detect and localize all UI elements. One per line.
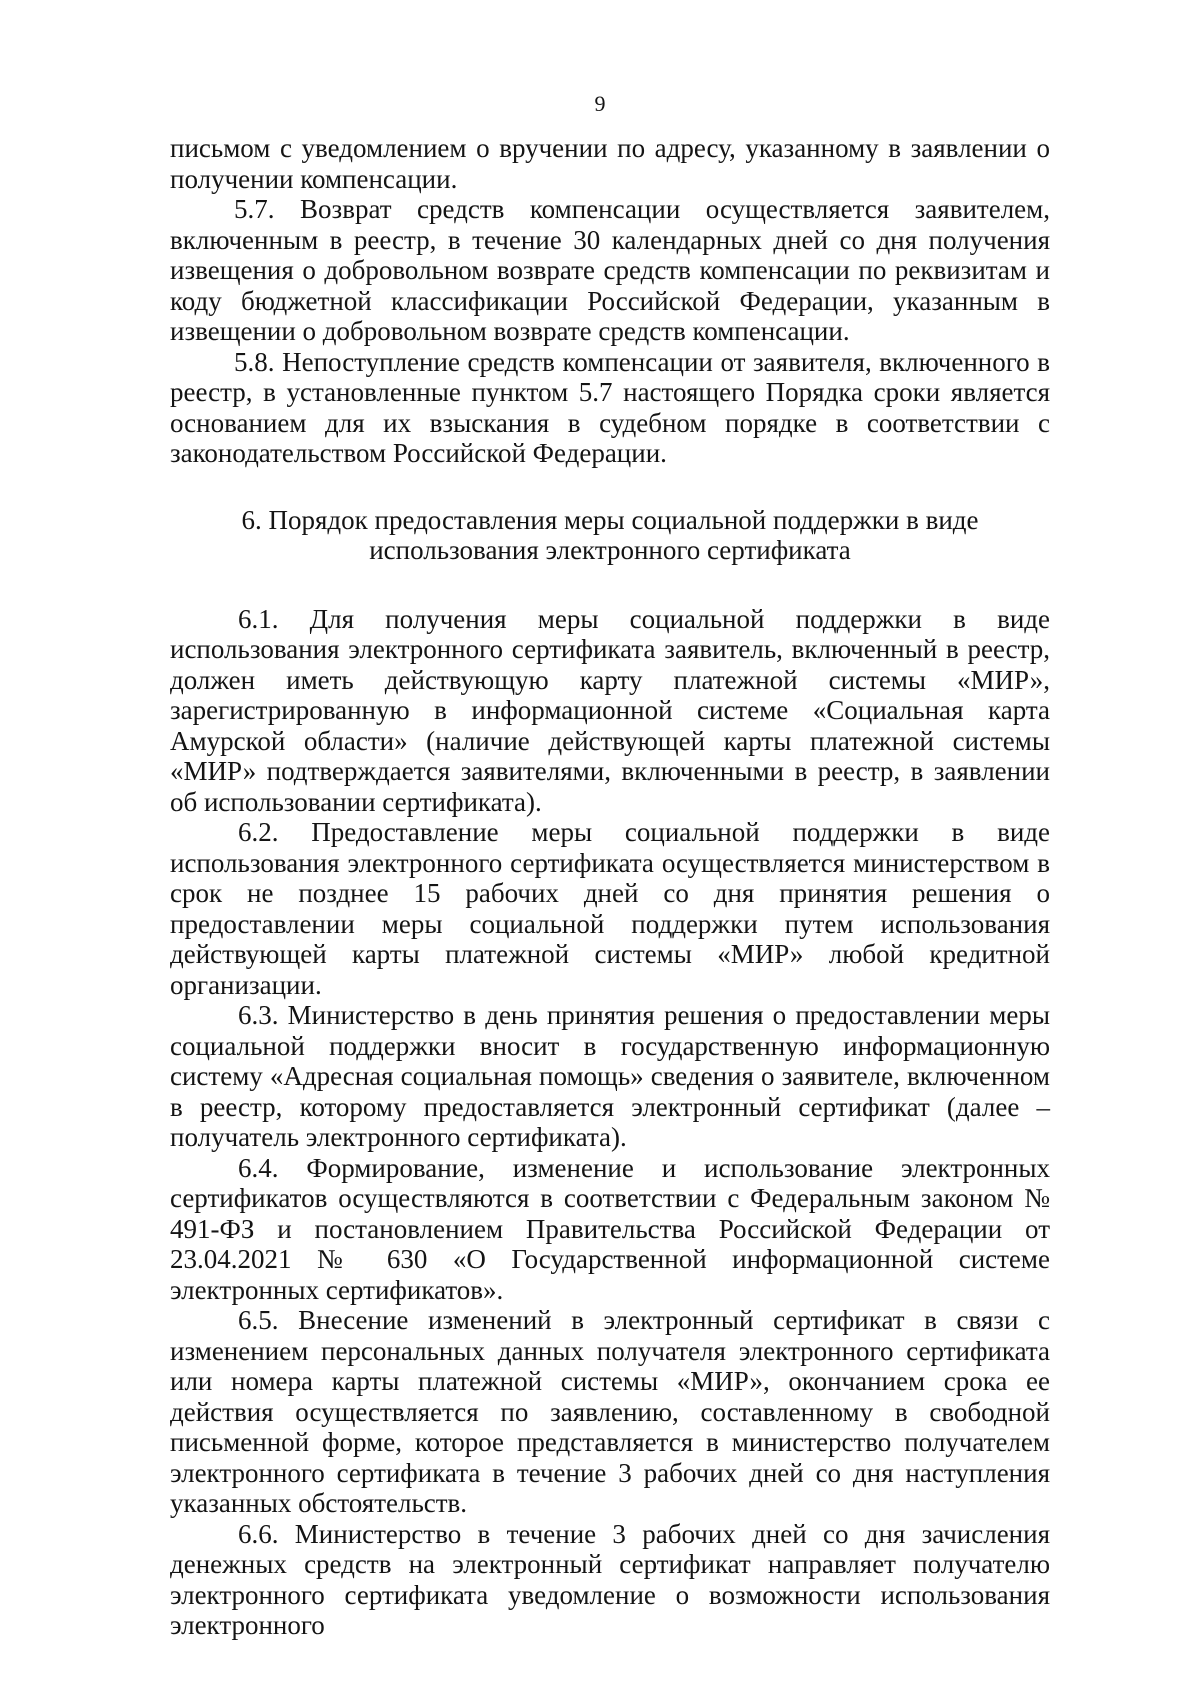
paragraph-5-6-continuation: письмом с уведомлением о вручении по адресу, указанному в заявлении о получении компенсации. [170, 133, 1050, 194]
paragraph-5-8: 5.8. Непоступление средств компенсации от заявителя, включенного в реестр, в установленные пунктом 5.7 настоящего Порядка сроки является основанием для их взыскания в судебном порядке в соответствии с законодательством Российской Федерации. [170, 346, 1050, 468]
paragraph-6-4: 6.4. Формирование, изменение и использование электронных сертификатов осуществляются в соответствии с Федеральным законом № 491-ФЗ и постановлением Правительства Российской Федерации от 23.04.2021 № 630 «О Государственной информационной системе электронных сертификатов». [170, 1152, 1050, 1305]
section-6-heading: 6. Порядок предоставления меры социальной поддержки в виде использования электронного сертификата [241, 504, 979, 565]
paragraph-6-2: 6.2. Предоставление меры социальной поддержки в виде использования электронного сертификата осуществляется министерством в срок не позднее 15 рабочих дней со дня принятия решения о предоставлении меры социальной поддержки путем использования действующей карты платежной системы «МИР» любой кредитной организации. [170, 817, 1050, 1000]
paragraph-6-6: 6.6. Министерство в течение 3 рабочих дней со дня зачисления денежных средств на электронный сертификат направляет получателю электронного сертификата уведомление о возможности использования электронного [170, 1518, 1050, 1640]
paragraph-5-7: 5.7. Возврат средств компенсации осуществляется заявителем, включенным в реестр, в течение 30 календарных дней со дня получения извещения о добровольном возврате средств компенсации по реквизитам и коду бюджетной классификации Российской Федерации, указанным в извещении о добровольном возврате средств компенсации. [170, 194, 1050, 346]
paragraph-6-3: 6.3. Министерство в день принятия решения о предоставлении меры социальной поддержки вносит в государственную информационную систему «Адресная социальная помощь» сведения о заявителе, включенном в реестр, которому предоставляется электронный сертификат (далее – получатель электронного сертификата). [170, 1000, 1050, 1152]
paragraph-6-1: 6.1. Для получения меры социальной поддержки в виде использования электронного сертификата заявитель, включенный в реестр, должен иметь действующую карту платежной системы «МИР», зарегистрированную в информационной системе «Социальная карта Амурской области» (наличие действующей карты платежной системы «МИР» подтверждается заявителями, включенными в реестр, в заявлении об использовании сертификата). [170, 603, 1050, 817]
paragraph-6-5: 6.5. Внесение изменений в электронный сертификат в связи с изменением персональных данных получателя электронного сертификата или номера карты платежной системы «МИР», окончанием срока ее действия осуществляется по заявлению, составленному в свободной письменной форме, которое представляется в министерство получателем электронного сертификата в течение 3 рабочих дней со дня наступления указанных обстоятельств. [170, 1305, 1050, 1518]
document-body [170, 133, 1050, 1641]
page-number: 9 [594, 91, 606, 116]
